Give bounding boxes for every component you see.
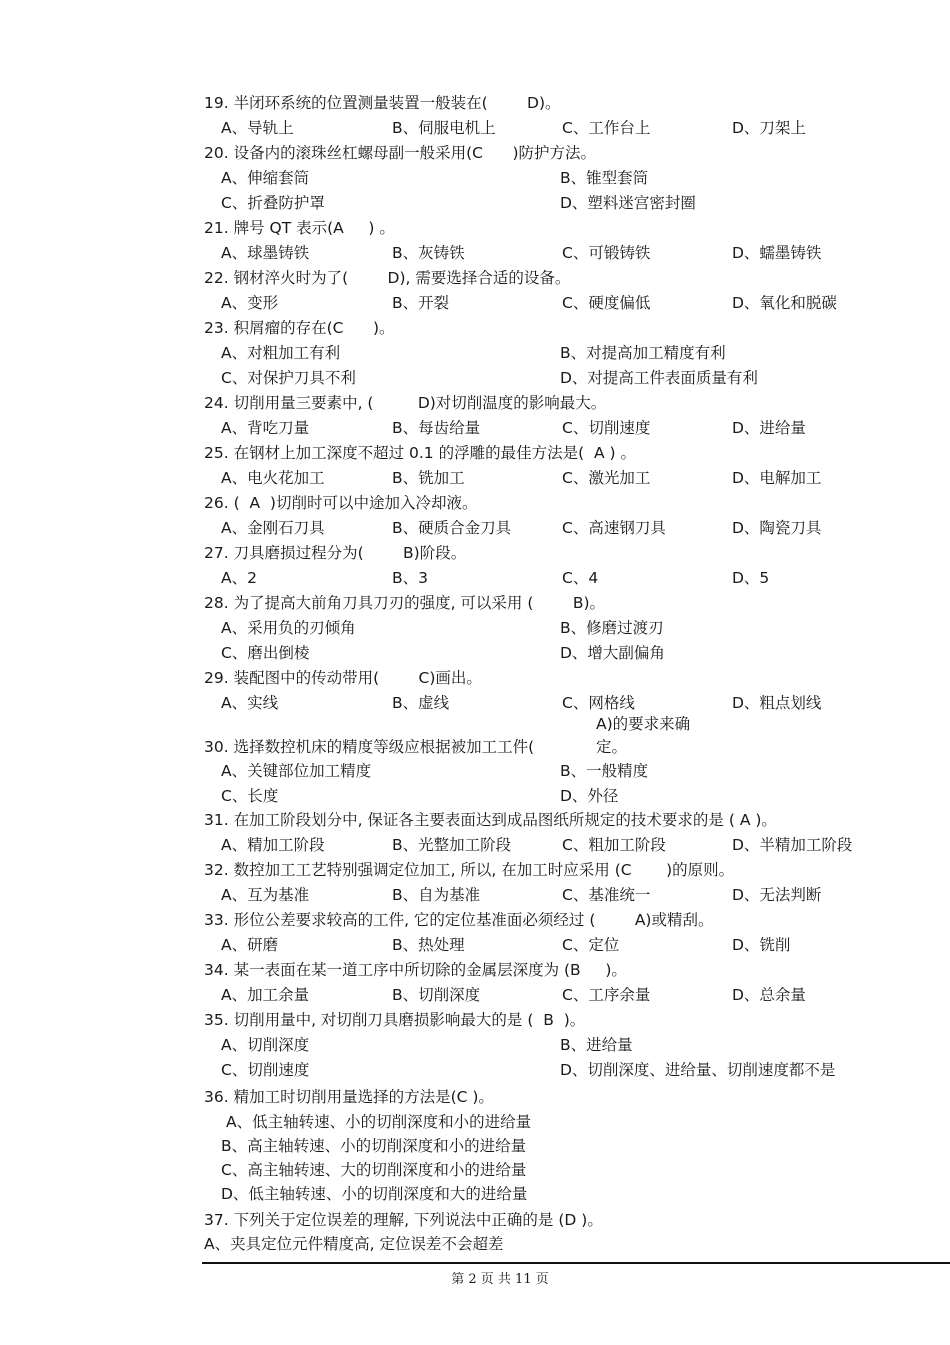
footer-divider (202, 1262, 950, 1264)
q22-option-c: C、硬度偏低 (562, 294, 651, 312)
question-26: 26. ( A )切削时可以中途加入冷却液。 (204, 494, 478, 512)
q23-option-c: C、对保护刀具不利 (221, 369, 356, 387)
q19-option-d: D、刀架上 (732, 119, 806, 137)
question-33: 33. 形位公差要求较高的工件, 它的定位基准面必须经过 ( A)或精刮。 (204, 911, 714, 929)
q31-option-c: C、粗加工阶段 (562, 836, 666, 854)
q23-option-d: D、对提高工件表面质量有利 (560, 369, 758, 387)
question-21: 21. 牌号 QT 表示(A ) 。 (204, 219, 395, 237)
question-37: 37. 下列关于定位误差的理解, 下列说法中正确的是 (D )。 (204, 1211, 603, 1229)
question-30: 30. 选择数控机床的精度等级应根据被加工工件( (204, 738, 535, 756)
q29-option-a: A、实线 (221, 694, 279, 712)
q23-option-a: A、对粗加工有利 (221, 344, 341, 362)
q24-option-b: B、每齿给量 (392, 419, 481, 437)
q35-option-b: B、进给量 (560, 1036, 633, 1054)
question-19: 19. 半闭环系统的位置测量装置一般装在( D)。 (204, 94, 561, 112)
q30-answer-lower: 定。 (596, 738, 628, 756)
q36-option-c: C、高主轴转速、大的切削深度和小的进给量 (221, 1161, 527, 1179)
q27-option-a: A、2 (221, 569, 257, 587)
q29-option-b: B、虚线 (392, 694, 450, 712)
q21-option-a: A、球墨铸铁 (221, 244, 310, 262)
q24-option-d: D、进给量 (732, 419, 806, 437)
q30-option-c: C、长度 (221, 787, 279, 805)
q27-option-d: D、5 (732, 569, 770, 587)
q22-option-a: A、变形 (221, 294, 279, 312)
q31-option-d: D、半精加工阶段 (732, 836, 853, 854)
q32-option-c: C、基准统一 (562, 886, 651, 904)
question-32: 32. 数控加工工艺特别强调定位加工, 所以, 在加工时应采用 (C )的原则。 (204, 861, 735, 879)
question-28: 28. 为了提高大前角刀具刀刃的强度, 可以采用 ( B)。 (204, 594, 606, 612)
q30-answer-upper: A)的要求来确 (596, 715, 691, 733)
q22-option-d: D、氧化和脱碳 (732, 294, 837, 312)
q25-option-b: B、铣加工 (392, 469, 465, 487)
q32-option-b: B、自为基准 (392, 886, 481, 904)
question-24: 24. 切削用量三要素中, ( D)对切削温度的影响最大。 (204, 394, 607, 412)
q24-option-a: A、背吃刀量 (221, 419, 310, 437)
q23-option-b: B、对提高加工精度有利 (560, 344, 726, 362)
q28-option-c: C、磨出倒棱 (221, 644, 310, 662)
q37-option-a: A、夹具定位元件精度高, 定位误差不会超差 (204, 1235, 504, 1253)
q21-option-c: C、可锻铸铁 (562, 244, 651, 262)
q25-option-a: A、电火花加工 (221, 469, 325, 487)
question-36: 36. 精加工时切削用量选择的方法是(C )。 (204, 1088, 494, 1106)
q25-option-c: C、激光加工 (562, 469, 651, 487)
q21-option-d: D、蠕墨铸铁 (732, 244, 822, 262)
q30-option-b: B、一般精度 (560, 762, 649, 780)
q34-option-c: C、工序余量 (562, 986, 651, 1004)
q35-option-a: A、切削深度 (221, 1036, 310, 1054)
q26-option-b: B、硬质合金刀具 (392, 519, 512, 537)
q31-option-a: A、精加工阶段 (221, 836, 325, 854)
q27-option-c: C、4 (562, 569, 599, 587)
q19-option-b: B、伺服电机上 (392, 119, 496, 137)
q19-option-a: A、导轨上 (221, 119, 294, 137)
q30-option-a: A、关键部位加工精度 (221, 762, 372, 780)
q30-option-d: D、外径 (560, 787, 619, 805)
q35-option-c: C、切削速度 (221, 1061, 310, 1079)
q20-option-a: A、伸缩套筒 (221, 169, 310, 187)
q25-option-d: D、电解加工 (732, 469, 822, 487)
page-number: 第 2 页 共 11 页 (451, 1272, 549, 1287)
question-27: 27. 刀具磨损过程分为( B)阶段。 (204, 544, 467, 562)
q36-option-b: B、高主轴转速、小的切削深度和小的进给量 (221, 1137, 527, 1155)
q20-option-c: C、折叠防护罩 (221, 194, 325, 212)
q28-option-b: B、修磨过渡刃 (560, 619, 664, 637)
question-31: 31. 在加工阶段划分中, 保证各主要表面达到成品图纸所规定的技术要求的是 ( A )。 (204, 811, 777, 829)
q26-option-c: C、高速钢刀具 (562, 519, 666, 537)
question-23: 23. 积屑瘤的存在(C )。 (204, 319, 395, 337)
q28-option-a: A、采用负的刃倾角 (221, 619, 356, 637)
question-22: 22. 钢材淬火时为了( D), 需要选择合适的设备。 (204, 269, 571, 287)
q32-option-d: D、无法判断 (732, 886, 822, 904)
question-20: 20. 设备内的滚珠丝杠螺母副一般采用(C )防护方法。 (204, 144, 597, 162)
q20-option-d: D、塑料迷宫密封圈 (560, 194, 696, 212)
q20-option-b: B、锥型套筒 (560, 169, 649, 187)
question-34: 34. 某一表面在某一道工序中所切除的金属层深度为 (B )。 (204, 961, 627, 979)
q36-option-a: A、低主轴转速、小的切削深度和小的进给量 (226, 1113, 532, 1131)
q34-option-b: B、切削深度 (392, 986, 481, 1004)
q24-option-c: C、切削速度 (562, 419, 651, 437)
q28-option-d: D、增大副偏角 (560, 644, 665, 662)
q36-option-d: D、低主轴转速、小的切削深度和大的进给量 (221, 1185, 528, 1203)
q29-option-c: C、网格线 (562, 694, 635, 712)
q33-option-a: A、研磨 (221, 936, 279, 954)
q35-option-d: D、切削深度、进给量、切削速度都不是 (560, 1061, 836, 1079)
q26-option-a: A、金刚石刀具 (221, 519, 325, 537)
q33-option-c: C、定位 (562, 936, 620, 954)
question-25: 25. 在钢材上加工深度不超过 0.1 的浮雕的最佳方法是( A ) 。 (204, 444, 636, 462)
q34-option-a: A、加工余量 (221, 986, 310, 1004)
q22-option-b: B、开裂 (392, 294, 450, 312)
q33-option-b: B、热处理 (392, 936, 465, 954)
q31-option-b: B、光整加工阶段 (392, 836, 512, 854)
q27-option-b: B、3 (392, 569, 428, 587)
q19-option-c: C、工作台上 (562, 119, 651, 137)
question-29: 29. 装配图中的传动带用( C)画出。 (204, 669, 482, 687)
question-35: 35. 切削用量中, 对切削刀具磨损影响最大的是 ( B )。 (204, 1011, 586, 1029)
q21-option-b: B、灰铸铁 (392, 244, 465, 262)
q34-option-d: D、总余量 (732, 986, 806, 1004)
q33-option-d: D、铣削 (732, 936, 791, 954)
q32-option-a: A、互为基准 (221, 886, 310, 904)
q29-option-d: D、粗点划线 (732, 694, 822, 712)
q26-option-d: D、陶瓷刀具 (732, 519, 822, 537)
